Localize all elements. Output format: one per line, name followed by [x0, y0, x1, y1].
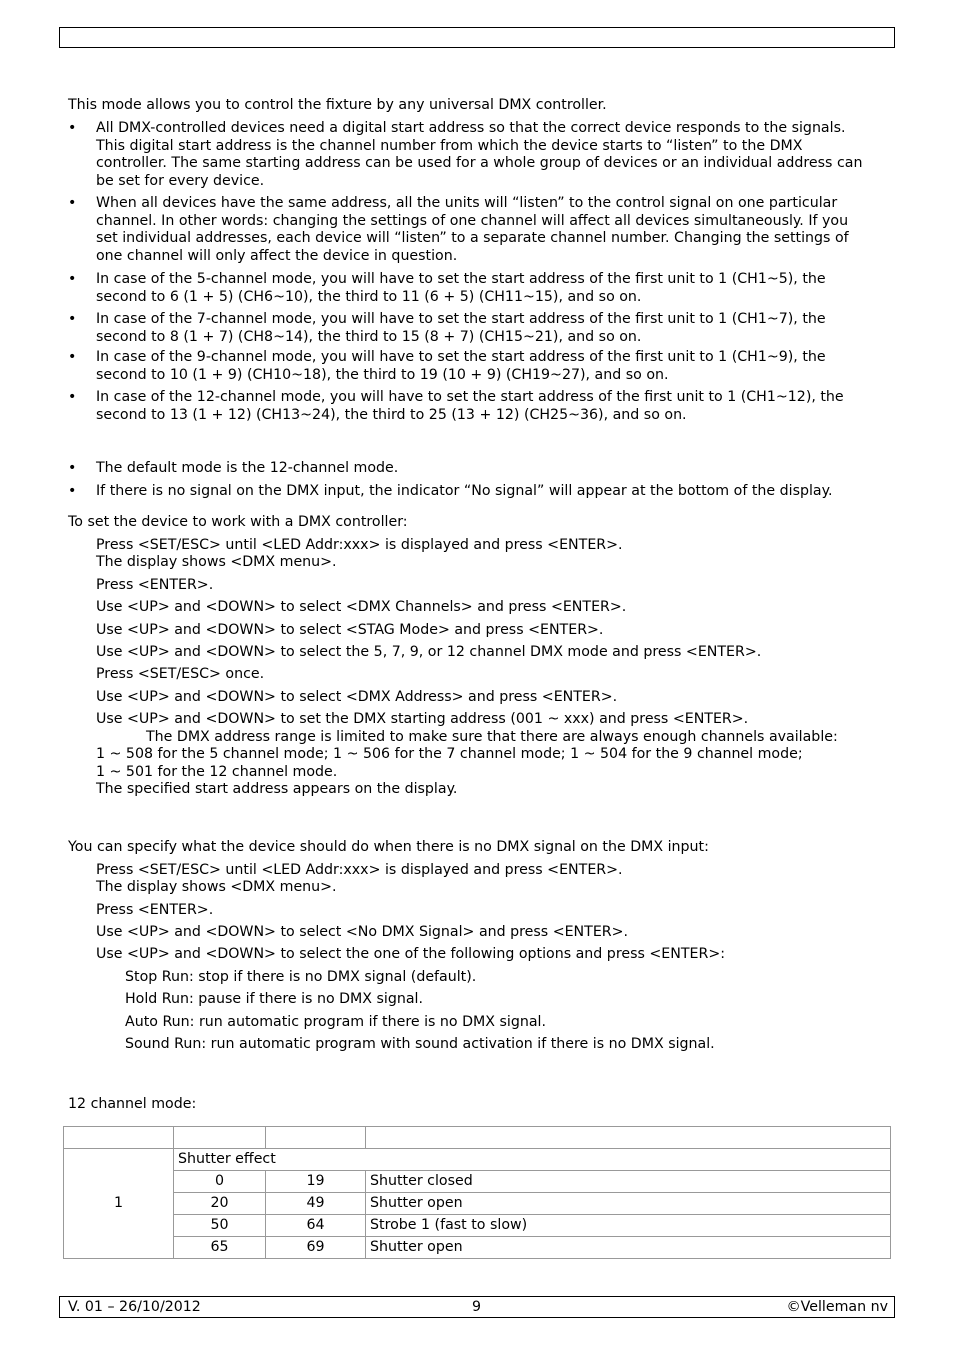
set-step-line: The DMX address range is limited to make sure that there are always enough channels available:: [146, 729, 838, 745]
set-step-line: 1 ~ 508 for the 5 channel mode; 1 ~ 506 for the 7 channel mode; 1 ~ 504 for the 9 channel mode;: [96, 746, 803, 762]
table-title: 12 channel mode:: [68, 1096, 197, 1112]
nosig-intro-text: You can specify what the device should do when there is no DMX signal on the DMX input:: [68, 839, 709, 855]
bullet-marker: •: [68, 120, 77, 136]
bullet-text-line: When all devices have the same address, all the units will “listen” to the control signal on one particular: [96, 195, 838, 211]
table-row: [64, 1171, 891, 1193]
set-step-line: 1 ~ 501 for the 12 channel mode.: [96, 764, 338, 780]
set-step-line: Use <UP> and <DOWN> to set the DMX starting address (001 ~ xxx) and press <ENTER>.: [96, 711, 749, 727]
table-function-row: [64, 1149, 891, 1171]
nosig-option-line: Auto Run: run automatic program if there is no DMX signal.: [125, 1014, 546, 1030]
set-step-line: Use <UP> and <DOWN> to select <DMX Address> and press <ENTER>.: [96, 689, 618, 705]
nosig-step-line: Press <ENTER>.: [96, 902, 214, 918]
bullet-text-line: In case of the 7-channel mode, you will have to set the start address of the first unit to 1 (CH1~7), the: [96, 311, 826, 327]
function-name-cell: Shutter effect: [174, 1149, 891, 1171]
dmx-channel-table: [63, 1126, 891, 1259]
intro-text: This mode allows you to control the fixture by any universal DMX controller.: [68, 97, 607, 113]
bullet-marker: •: [68, 195, 77, 211]
bullet-text-line: second to 8 (1 + 7) (CH8~14), the third to 15 (8 + 7) (CH15~21), and so on.: [96, 328, 642, 345]
bullet-marker: •: [68, 460, 77, 476]
bullet-text-line: The default mode is the 12-channel mode.: [96, 460, 399, 476]
bullet-marker: •: [68, 483, 77, 499]
bullet-text-line: In case of the 5-channel mode, you will have to set the start address of the first unit to 1 (CH1~5), the: [96, 271, 826, 287]
set-step-line: The specified start address appears on the display.: [96, 781, 458, 797]
bullet-text-line: second to 10 (1 + 9) (CH10~18), the third to 19 (10 + 9) (CH19~27), and so on.: [96, 366, 669, 383]
bullet-marker: •: [68, 311, 77, 327]
set-step-line: The display shows <DMX menu>.: [96, 554, 337, 570]
set-step-line: Press <SET/ESC> once.: [96, 666, 265, 682]
channel-number-cell: 1: [64, 1149, 174, 1259]
bullet-marker: •: [68, 349, 77, 365]
nosig-step-line: The display shows <DMX menu>.: [96, 879, 337, 895]
bullet-marker: •: [68, 271, 77, 287]
range-to-cell: 64: [266, 1215, 366, 1237]
set-step-line: Use <UP> and <DOWN> to select <DMX Channels> and press <ENTER>.: [96, 599, 627, 615]
bullet-text-line: second to 13 (1 + 12) (CH13~24), the third to 25 (13 + 12) (CH25~36), and so on.: [96, 406, 687, 423]
bullet-text-line: set individual addresses, each device will “listen” to a separate channel number. Changing the settings of: [96, 230, 849, 247]
set-intro-text: To set the device to work with a DMX controller:: [68, 514, 408, 530]
range-from-cell: 65: [174, 1237, 266, 1259]
bullet-text-line: All DMX-controlled devices need a digital start address so that the correct device responds to the signals.: [96, 120, 846, 136]
bullet-text-line: In case of the 12-channel mode, you will have to set the start address of the first unit to 1 (CH1~12), the: [96, 389, 844, 405]
nosig-option-line: Stop Run: stop if there is no DMX signal (default).: [125, 969, 477, 985]
bullet-text-line: be set for every device.: [96, 172, 265, 189]
bullet-text-line: channel. In other words: changing the settings of one channel will affect all devices simultaneously. If you: [96, 212, 849, 229]
range-desc-cell: Shutter closed: [366, 1171, 891, 1193]
footer-company: ©Velleman nv: [786, 1299, 888, 1315]
range-to-cell: 49: [266, 1193, 366, 1215]
bullet-text-line: one channel will only affect the device in question.: [96, 247, 458, 264]
bullet-marker: •: [68, 389, 77, 405]
bullet-text-line: In case of the 9-channel mode, you will have to set the start address of the first unit to 1 (CH1~9), the: [96, 349, 826, 365]
table-row: [64, 1215, 891, 1237]
set-step-line: Use <UP> and <DOWN> to select the 5, 7, 9, or 12 channel DMX mode and press <ENTER>.: [96, 644, 762, 660]
range-to-cell: 69: [266, 1237, 366, 1259]
range-desc-cell: Strobe 1 (fast to slow): [366, 1215, 891, 1237]
table-row: [64, 1237, 891, 1259]
bullet-text-line: second to 6 (1 + 5) (CH6~10), the third to 11 (6 + 5) (CH11~15), and so on.: [96, 288, 642, 305]
range-to-cell: 19: [266, 1171, 366, 1193]
header-box: [59, 27, 895, 48]
table-row: [64, 1193, 891, 1215]
nosig-option-line: Hold Run: pause if there is no DMX signal.: [125, 991, 424, 1007]
range-from-cell: 50: [174, 1215, 266, 1237]
bullet-text-line: This digital start address is the channel number from which the device starts to “listen” to the DMX: [96, 137, 803, 154]
set-step-line: Press <ENTER>.: [96, 577, 214, 593]
footer-version: V. 01 – 26/10/2012: [68, 1299, 201, 1315]
set-step-line: Use <UP> and <DOWN> to select <STAG Mode> and press <ENTER>.: [96, 622, 604, 638]
set-step-line: Press <SET/ESC> until <LED Addr:xxx> is displayed and press <ENTER>.: [96, 537, 623, 553]
range-desc-cell: Shutter open: [366, 1193, 891, 1215]
nosig-step-line: Press <SET/ESC> until <LED Addr:xxx> is displayed and press <ENTER>.: [96, 862, 623, 878]
footer-page-number: 9: [472, 1299, 482, 1315]
nosig-step-line: Use <UP> and <DOWN> to select <No DMX Signal> and press <ENTER>.: [96, 924, 629, 940]
range-from-cell: 0: [174, 1171, 266, 1193]
nosig-option-line: Sound Run: run automatic program with sound activation if there is no DMX signal.: [125, 1036, 715, 1052]
bullet-text-line: If there is no signal on the DMX input, the indicator “No signal” will appear at the bottom of the display.: [96, 483, 833, 499]
range-from-cell: 20: [174, 1193, 266, 1215]
range-desc-cell: Shutter open: [366, 1237, 891, 1259]
nosig-step-line: Use <UP> and <DOWN> to select the one of the following options and press <ENTER>:: [96, 946, 725, 962]
bullet-text-line: controller. The same starting address can be used for a whole group of devices or an individual address can: [96, 155, 863, 172]
table-header-row: [64, 1127, 891, 1149]
